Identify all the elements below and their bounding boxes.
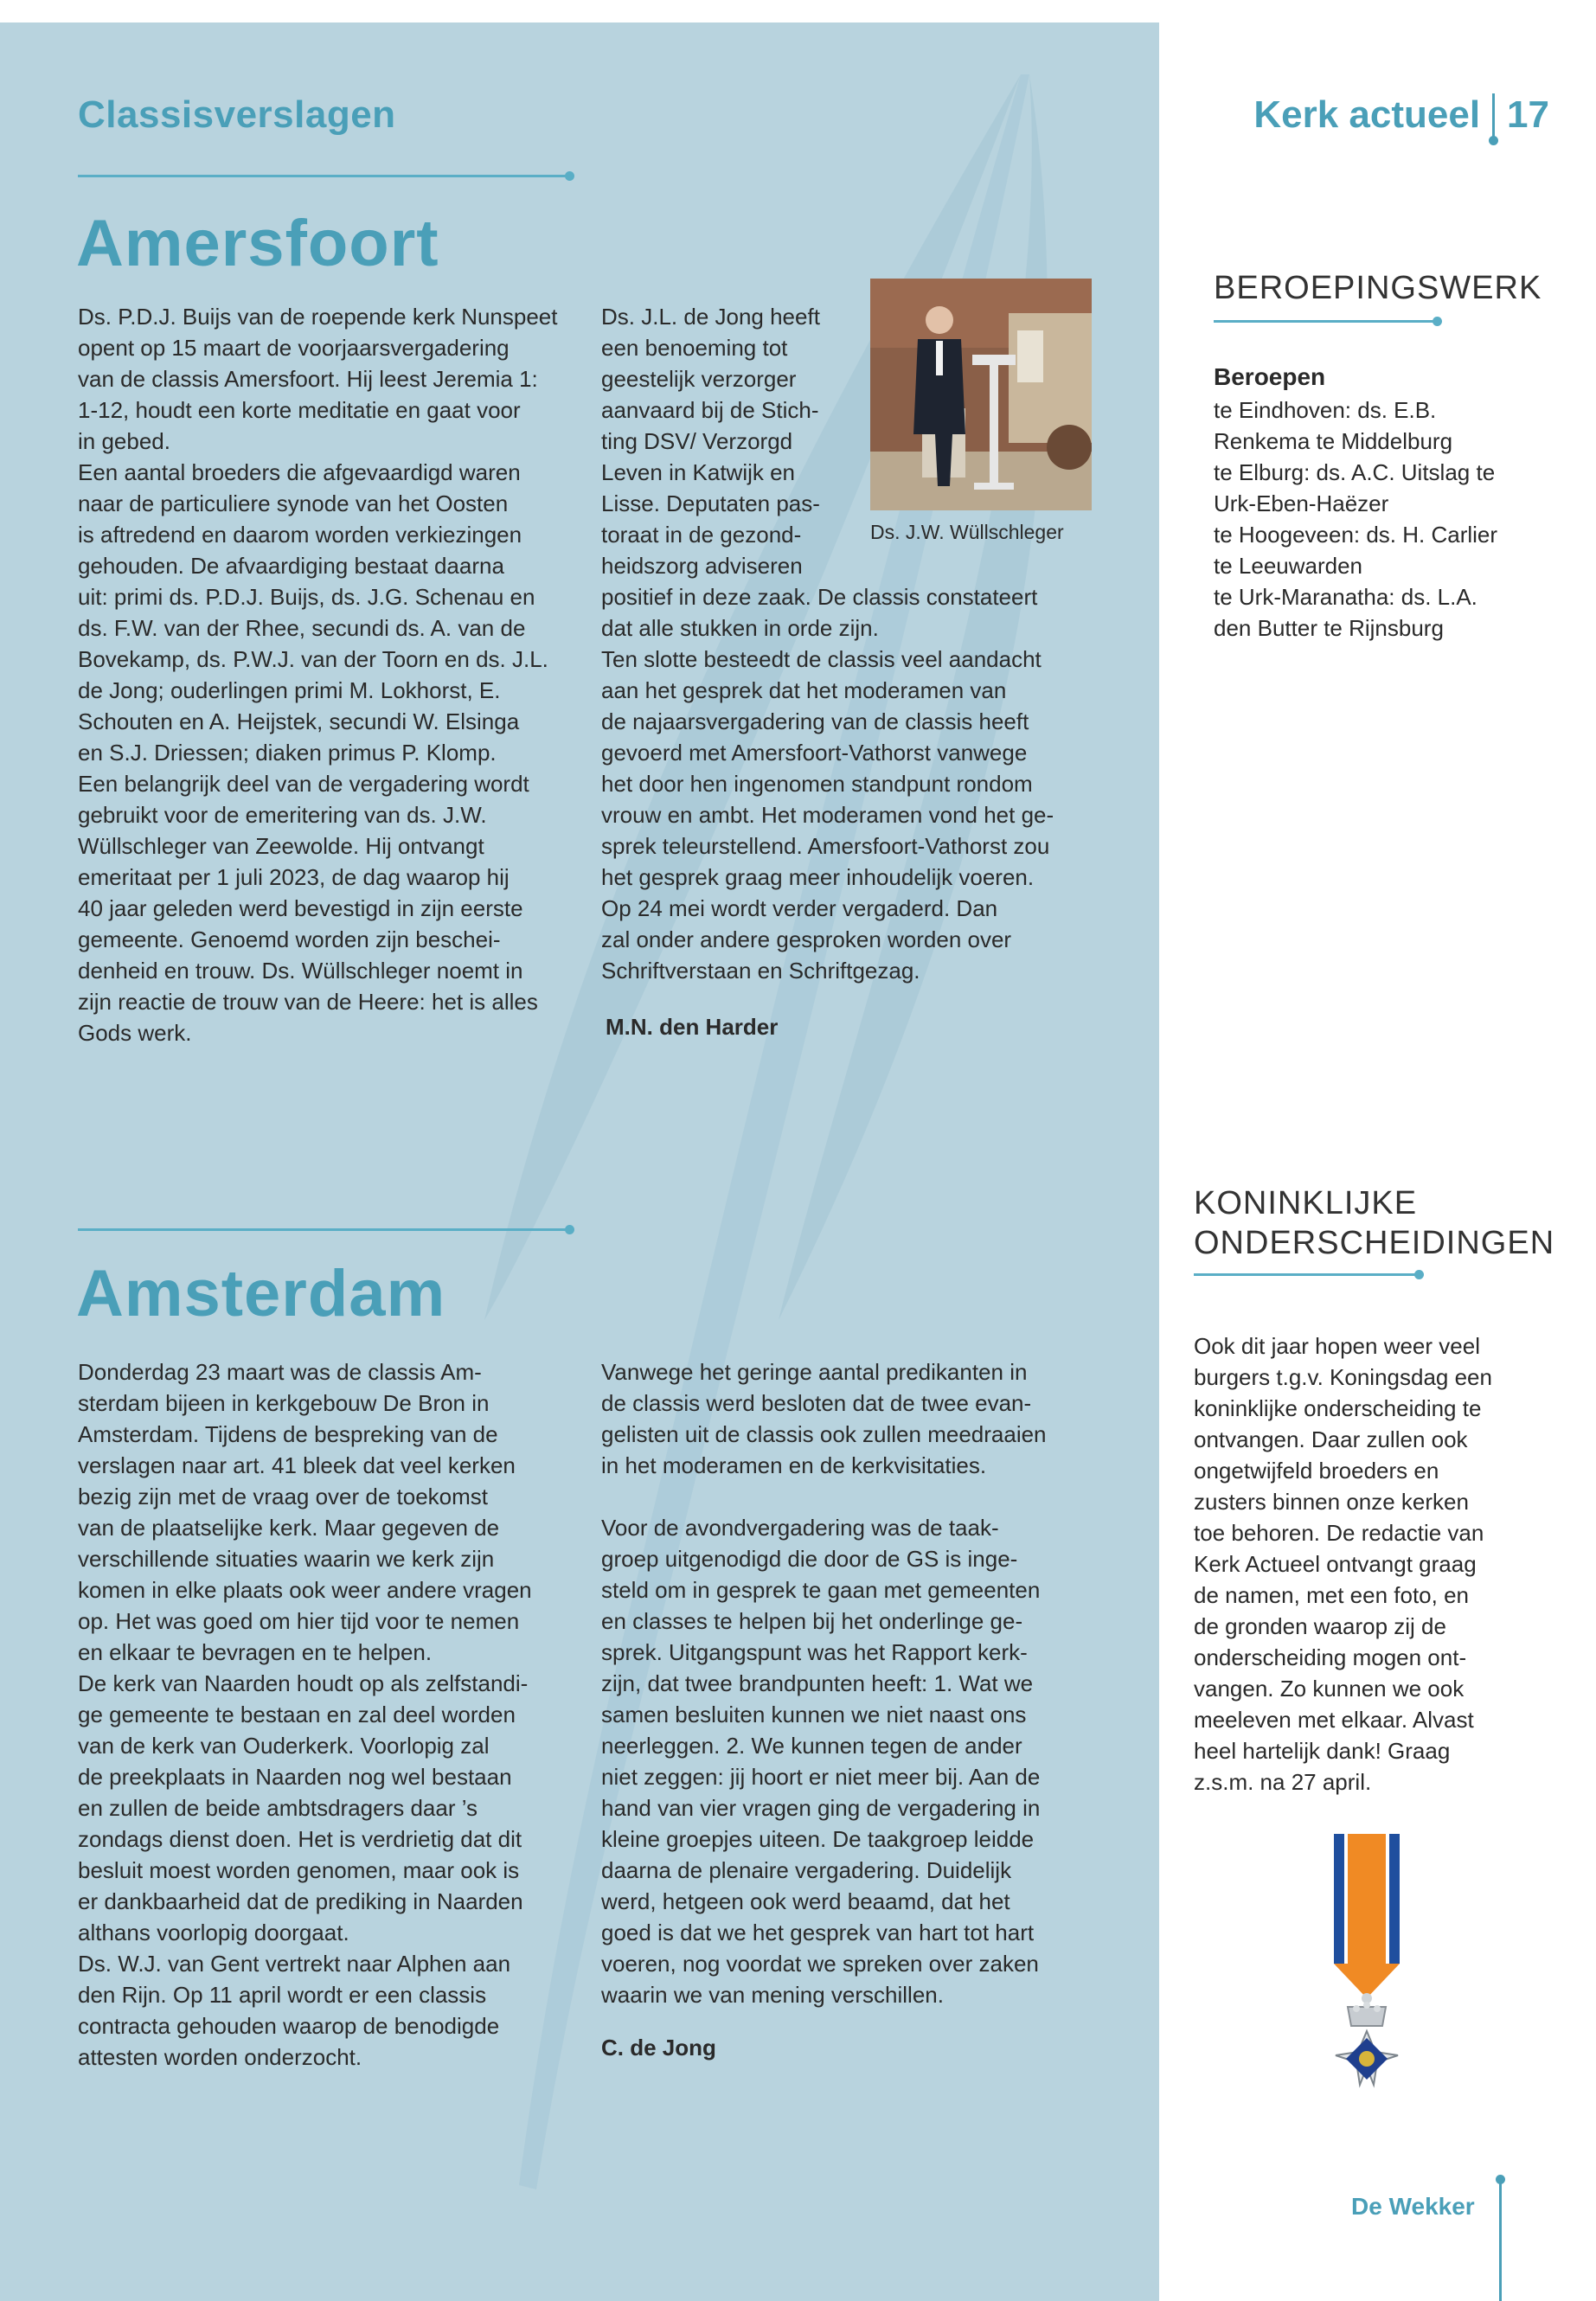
amersfoort-column-2-bottom: positief in deze zaak. De classis constateert dat alle stukken in orde zijn. Ten slotte besteedt de classis veel aandacht aan het gesprek dat het moderamen van de najaarsvergadering van de classis heeft gevoerd met Amersfoort-Vathorst vanwege het door hen ingenomen standpunt rondom vrouw en ambt. Het moderamen vond het ge- sprek teleurstellend. Amersfoort-Vathorst zou het gesprek graag meer inhoudelijk voeren. Op 24 mei wordt verder vergaderd. Dan zal onder andere gesproken worden over Schriftverstaan en Schriftgezag. (601, 584, 1054, 984)
photo-caption: Ds. J.W. Wüllschleger (870, 521, 1064, 543)
article-title-amersfoort: Amersfoort (76, 207, 439, 280)
amersfoort-column-1: Ds. P.D.J. Buijs van de roepende kerk Nunspeet opent op 15 maart de voorjaarsvergadering van de classis Amersfoort. Hij leest Jeremia 1: 1-12, houdt een korte meditatie en gaat voor in gebed. Een aantal broeders die afgevaardigd waren naar de particuliere synode van het Oosten is aftredend en daarom worden verkiezingen gehouden. De afvaardiging bestaat daarna uit: primi ds. P.D.J. Buijs, ds. J.G. Schenau en ds. F.W. van der Rhee, secundi ds. A. van de Bovekamp, ds. P.W.J. van der Toorn en ds. J.L. de Jong; ouderlingen primi M. Lokhorst, E. Schouten en A. Heijstek, secundi W. Elsinga en S.J. Driessen; diaken primus P. Klomp. Een belangrijk deel van de vergadering wordt gebruikt voor de emeritering van ds. J.W. Wüllschleger van Zeewolde. Hij ontvangt emeritaat per 1 juli 2023, de dag waarop hij 40 jaar geleden werd bevestigd in zijn eerste gemeente. Genoemd worden zijn beschei- denheid en trouw. Ds. Wüllschleger noemt in zijn reactie de trouw van de Heere: het is alles Gods werk. (78, 304, 558, 1046)
beroepen-list: te Eindhoven: ds. E.B. Renkema te Middelburg te Elburg: ds. A.C. Uitslag te Urk-Eben-Haëzer te Hoogeveen: ds. H. Carlier te Leeuwarden te Urk-Maranatha: ds. L.A. den Butter te Rijnsburg (1214, 397, 1498, 641)
article-title-amsterdam: Amsterdam (76, 1257, 446, 1330)
header-separator (1492, 93, 1495, 137)
author-amsterdam: C. de Jong (601, 2035, 716, 2061)
beroepen-subheading: Beroepen (1214, 363, 1326, 390)
page-number: 17 (1507, 93, 1549, 136)
amsterdam-column-1: Donderdag 23 maart was de classis Am- sterdam bijeen in kerkgebouw De Bron in Amsterdam. Tijdens de bespreking van de verslagen naar art. 41 bleek dat veel kerken bezig zijn met de vraag over de toekomst van de plaatselijke kerk. Maar gegeven de verschillende situaties waarin we kerk zijn komen in elke plaats ook weer andere vragen op. Het was goed om hier tijd voor te nemen en elkaar te bevragen en te helpen. De kerk van Naarden houdt op als zelfstandi- ge gemeente te bestaan en zal deel worden van de kerk van Ouderkerk. Voorlopig zal de preekplaats in Naarden nog wel bestaan en zullen de beide ambtsdragers daar ’s zondags dienst doen. Het is verdrietig dat dit besluit moest worden genomen, maar ook is er dankbaarheid dat de prediking in Naarden althans voorlopig doorgaat. Ds. W.J. van Gent vertrekt naar Alphen aan den Rijn. Op 11 april wordt er een classis contracta gehouden waarop de benodigde attesten worden onderzocht. (78, 1359, 532, 2070)
beroepingswerk-heading: BEROEPINGSWERK (1214, 270, 1542, 306)
beroepingswerk-rule (1214, 320, 1439, 323)
footer-brand: De Wekker (1351, 2193, 1475, 2220)
medal-icon (1315, 1834, 1419, 2111)
amsterdam-column-2: Vanwege het geringe aantal predikanten in de classis werd besloten dat de twee evan- gelisten uit de classis ook zullen meedraaien in het moderamen en de kerkvisitaties. Voor de avondvergadering was de taak- groep uitgenodigd die door de GS is inge- steld om in gesprek te gaan met gemeenten en classes te helpen bij het onderlinge ge- sprek. Uitgangspunt was het Rapport kerk- zijn, dat twee brandpunten heeft: 1. Wat we samen besluiten kunnen we niet naast ons neerleggen. 2. We kunnen tegen de ander niet zeggen: jij hoort er niet meer bij. Aan de hand van vier vragen ging de vergadering in kleine groepjes uiteen. De taakgroep leidde daarna de plenaire vergadering. Duidelijk werd, hetgeen ook werd beaamd, dat het goed is dat we het gesprek van hart tot hart voeren, nog voordat we spreken over zaken waarin we van mening verschillen. (601, 1359, 1047, 2008)
magazine-section-title: Kerk actueel (1253, 93, 1481, 136)
amsterdam-rule (78, 1228, 571, 1231)
footer-rule (1499, 2180, 1502, 2301)
photo-wullschleger (870, 279, 1092, 510)
photo-illustration (870, 279, 1092, 510)
amersfoort-column-2-top: Ds. J.L. de Jong heeft een benoeming tot geestelijk verzorger aanvaard bij de Stich- ting DSV/ Verzorgd Leven in Katwijk en Lisse. Deputaten pas- toraat in de gezond- heidszorg adviseren (601, 304, 820, 579)
section-kicker: Classisverslagen (78, 93, 396, 136)
page-header (1253, 93, 1549, 137)
onderscheidingen-heading: KONINKLIJKE ONDERSCHEIDINGEN (1194, 1185, 1555, 1261)
author-amersfoort: M.N. den Harder (606, 1014, 779, 1040)
kicker-rule (78, 175, 571, 177)
onderscheidingen-rule (1194, 1273, 1420, 1276)
onderscheidingen-text: Ook dit jaar hopen weer veel burgers t.g.v. Koningsdag een koninklijke onderscheiding te ontvangen. Daar zullen ook ongetwijfeld broeders en zusters binnen onze kerken toe behoren. De redactie van Kerk Actueel ontvangt graag de namen, met een foto, en de gronden waarop zij de onderscheiding mogen ont- vangen. Zo kunnen we ook meeleven met elkaar. Alvast heel hartelijk dank! Graag z.s.m. na 27 april. (1194, 1333, 1492, 1795)
